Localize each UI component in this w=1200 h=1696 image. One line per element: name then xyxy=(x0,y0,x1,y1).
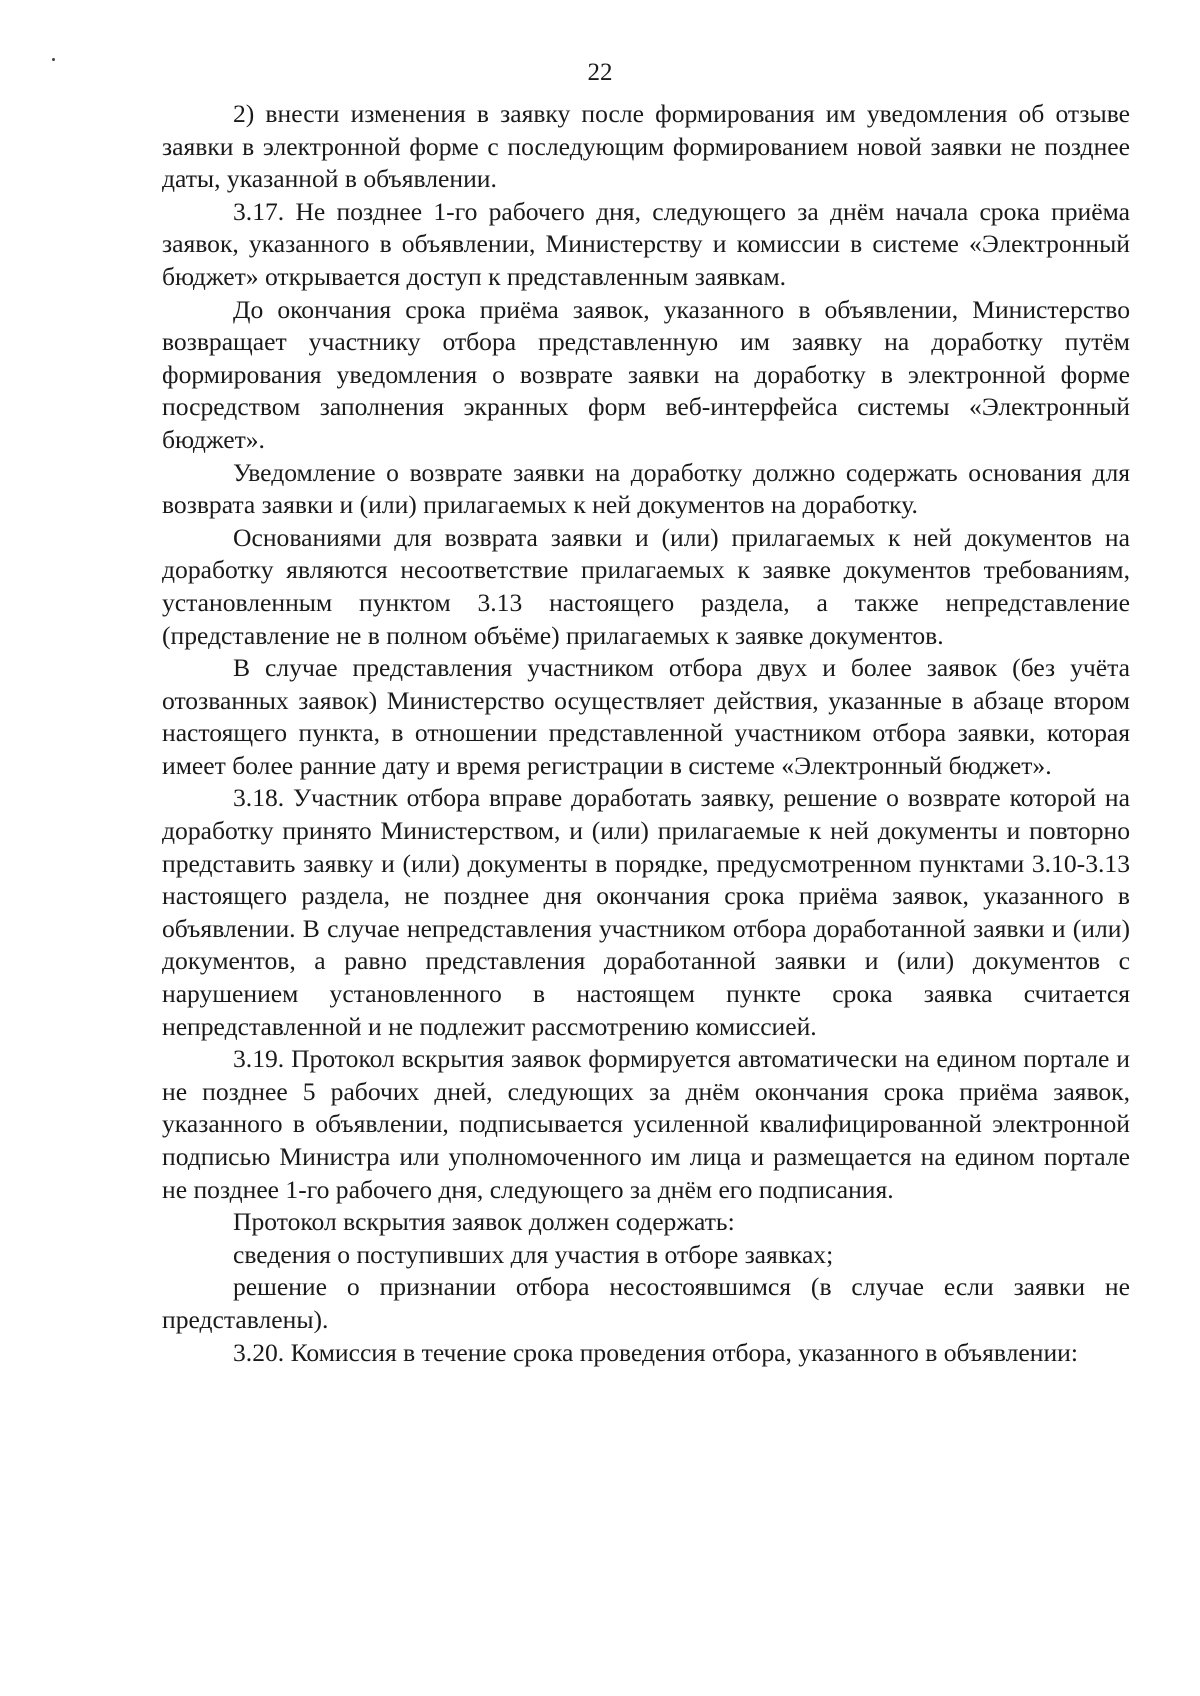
document-body xyxy=(162,98,1130,1369)
paragraph-return-grounds: Основаниями для возврата заявки и (или) прилагаемых к ней документов на доработку являются несоответствие прилагаемых к заявке документов требованиям, установленным пунктом 3.13 настоящего раздела, а также непредставление (представление не в полном объёме) прилагаемых к заявке документов. xyxy=(162,522,1130,650)
paragraph-notice-content: Уведомление о возврате заявки на доработку должно содержать основания для возврата заявки и (или) прилагаемых к ней документов на доработку. xyxy=(162,457,1130,520)
paragraph-protocol-item-1: сведения о поступивших для участия в отборе заявках; xyxy=(233,1239,834,1269)
page-number: 22 xyxy=(587,59,613,86)
paragraph-multiple-applications: В случае представления участником отбора двух и более заявок (без учёта отозванных заявок) Министерство осуществляет действия, указанные в абзаце втором настоящего пункта, в отношении представленной участником отбора заявки, которая имеет более ранние дату и время регистрации в системе «Электронный бюджет». xyxy=(162,653,1130,780)
paragraph-item-2: 2) внести изменения в заявку после формирования им уведомления об отзыве заявки в электронной форме с последующим формированием новой заявки не позднее даты, указанной в объявлении. xyxy=(162,99,1130,194)
paragraph-3-20: 3.20. Комиссия в течение срока проведения отбора, указанного в объявлении: xyxy=(233,1337,1078,1367)
paragraph-protocol-contents: Протокол вскрытия заявок должен содержать: xyxy=(233,1207,735,1237)
paragraph-protocol-item-2: решение о признании отбора несостоявшимся (в случае если заявки не представлены). xyxy=(162,1272,1130,1334)
paragraph-3-19: 3.19. Протокол вскрытия заявок формируется автоматически на едином портале и не позднее 5 рабочих дней, следующих за днём окончания срока приёма заявок, указанного в объявлении, подписывается усиленной квалифицированной электронной подписью Министра или уполномоченного им лица и размещается на едином портале не позднее 1-го рабочего дня, следующего за днём его подписания. xyxy=(162,1044,1130,1204)
paragraph-3-18: 3.18. Участник отбора вправе доработать заявку, решение о возврате которой на доработку принято Министерством, и (или) прилагаемые к ней документы и повторно представить заявку и (или) документы в порядке, предусмотренном пунктами 3.10-3.13 настоящего раздела, не позднее дня окончания срока приёма заявок, указанного в объявлении. В случае непредставления участником отбора доработанной заявки и (или) документов, а равно представления доработанной заявки и (или) документов с нарушением установленного в настоящем пункте срока заявка считается непредставленной и не подлежит рассмотрению комиссией. xyxy=(162,783,1130,1041)
paragraph-return-for-revision: До окончания срока приёма заявок, указанного в объявлении, Министерство возвращает участнику отбора представленную им заявку на доработку путём формирования уведомления о возврате заявки на доработку в электронной форме посредством заполнения экранных форм веб-интерфейса системы «Электронный бюджет». xyxy=(162,294,1130,454)
paragraph-3-17: 3.17. Не позднее 1-го рабочего дня, следующего за днём начала срока приёма заявок, указанного в объявлении, Министерству и комиссии в системе «Электронный бюджет» открывается доступ к представленным заявкам. xyxy=(162,196,1130,291)
